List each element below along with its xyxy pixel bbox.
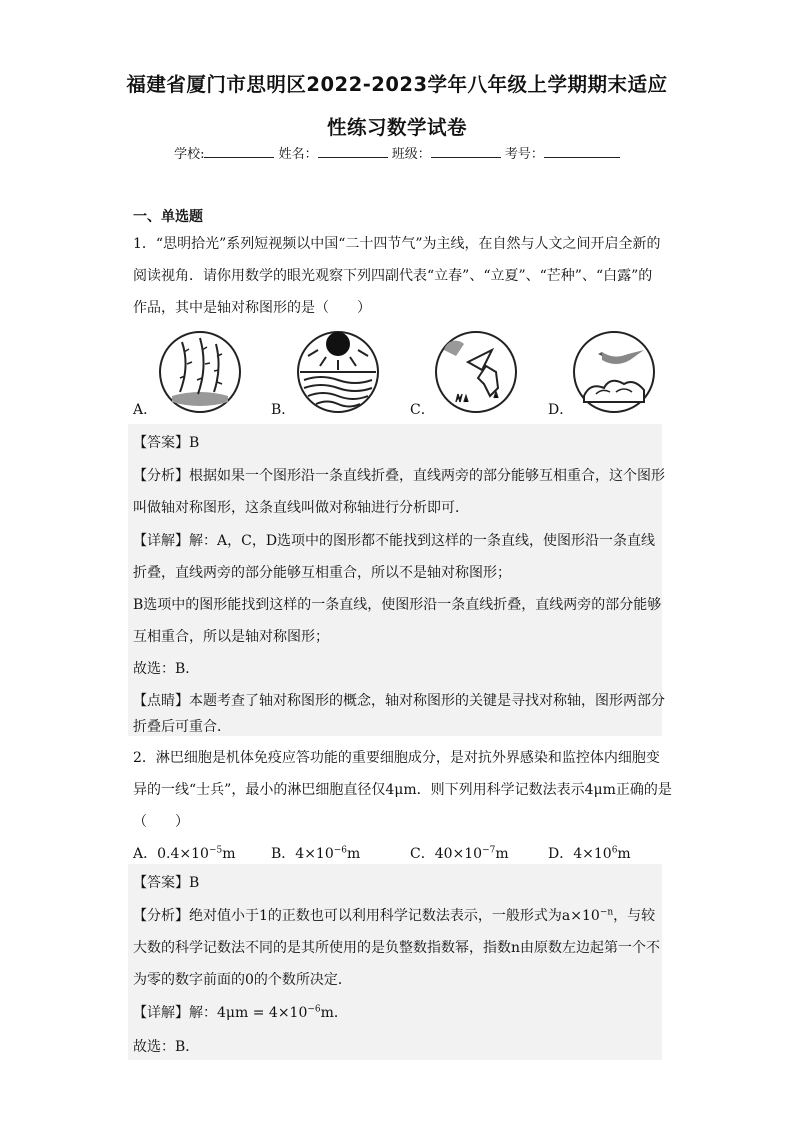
q2-solution-block [128, 864, 662, 1060]
q1-detail-4: 互相重合，所以是轴对称图形； [133, 629, 329, 645]
q2-line-3: （ ） [133, 814, 189, 830]
q2-option-c[interactable]: C．$40\times 10^{-7}m$ [410, 845, 509, 862]
student-info-row [0, 143, 794, 162]
q1-detail-3: B选项中的图形能找到这样的一条直线，使图形沿一条直线折叠，直线两旁的部分能够 [133, 597, 662, 613]
q1-line-2: 阅读视角．请你用数学的眼光观察下列四副代表“立春”、“立夏”、“芒种”、“白露”的 [133, 268, 653, 284]
figure-b-sun-waves [296, 330, 380, 414]
figure-a-willow [158, 330, 242, 414]
figure-c-field [434, 330, 518, 414]
q2-option-a[interactable]: A．$0.4\times 10^{-5}m$ [133, 845, 236, 862]
school-blank[interactable] [204, 145, 274, 158]
page-title-line1: 福建省厦门市思明区2022-2023学年八年级上学期期末适应 [126, 73, 668, 96]
q2-line-2: 异的一线“士兵”，最小的淋巴细胞直径仅4μm．则下列用科学记数法表示4μm正确的是 [133, 782, 672, 798]
name-label: 姓名： [278, 147, 318, 162]
number-blank[interactable] [544, 145, 620, 158]
name-blank[interactable] [318, 145, 388, 158]
q2-option-b[interactable]: B．$4\times 10^{-6}m$ [271, 845, 361, 862]
q1-comment-2: 折叠后可重合． [133, 719, 231, 735]
q2-analysis-1: 【分析】绝对值小于1的正数也可以利用科学记数法表示，一般形式为$a\times 10^{-n}$，与较 [133, 907, 656, 924]
q2-line-1: 2．淋巴细胞是机体免疫应答功能的重要细胞成分，是对抗外界感染和监控体内细胞变 [133, 750, 660, 766]
q2-detail: 【详解】解：$4\mu m = 4\times 10^{-6}m$． [133, 1004, 348, 1021]
q1-option-c[interactable]: C． [410, 402, 435, 418]
q1-line-3: 作品，其中是轴对称图形的是（ ） [133, 300, 371, 316]
class-label: 班级： [391, 147, 431, 162]
q2-analysis-3: 为零的数字前面的0的个数所决定． [133, 972, 352, 988]
q1-option-b[interactable]: B． [271, 402, 296, 418]
q1-line-1: 1．“思明拾光”系列短视频以中国“二十四节气”为主线，在自然与人文之间开启全新的 [133, 236, 661, 252]
q1-detail-1: 【详解】解：A，C，D选项中的图形都不能找到这样的一条直线，使图形沿一条直线 [133, 533, 656, 549]
q1-option-a[interactable]: A． [133, 402, 158, 418]
number-label: 考号： [504, 147, 544, 162]
section-heading: 一、单选题 [133, 209, 203, 225]
q2-answer: 【答案】B [133, 875, 200, 891]
q1-answer: 【答案】B [133, 435, 200, 451]
q1-detail-5: 故选：B． [133, 661, 200, 677]
class-blank[interactable] [431, 145, 501, 158]
figure-d-crane [572, 330, 656, 414]
page-title-line2: 性练习数学试卷 [326, 116, 467, 139]
q1-analysis-2: 叫做轴对称图形，这条直线叫做对称轴进行分析即可． [133, 500, 469, 516]
q1-analysis-1: 【分析】根据如果一个图形沿一条直线折叠，直线两旁的部分能够互相重合，这个图形 [133, 468, 665, 484]
q2-option-d[interactable]: D．$4\times 10^6m$ [548, 845, 631, 862]
q1-option-d[interactable]: D． [548, 402, 574, 418]
q2-final: 故选：B． [133, 1039, 200, 1055]
q1-comment-1: 【点睛】本题考查了轴对称图形的概念，轴对称图形的关键是寻找对称轴，图形两部分 [133, 693, 665, 709]
school-label: 学校: [174, 147, 205, 162]
q1-detail-2: 折叠，直线两旁的部分能够互相重合，所以不是轴对称图形； [133, 565, 511, 581]
q2-analysis-2: 大数的科学记数法不同的是其所使用的是负整数指数幂，指数n由原数左边起第一个不 [133, 940, 661, 956]
